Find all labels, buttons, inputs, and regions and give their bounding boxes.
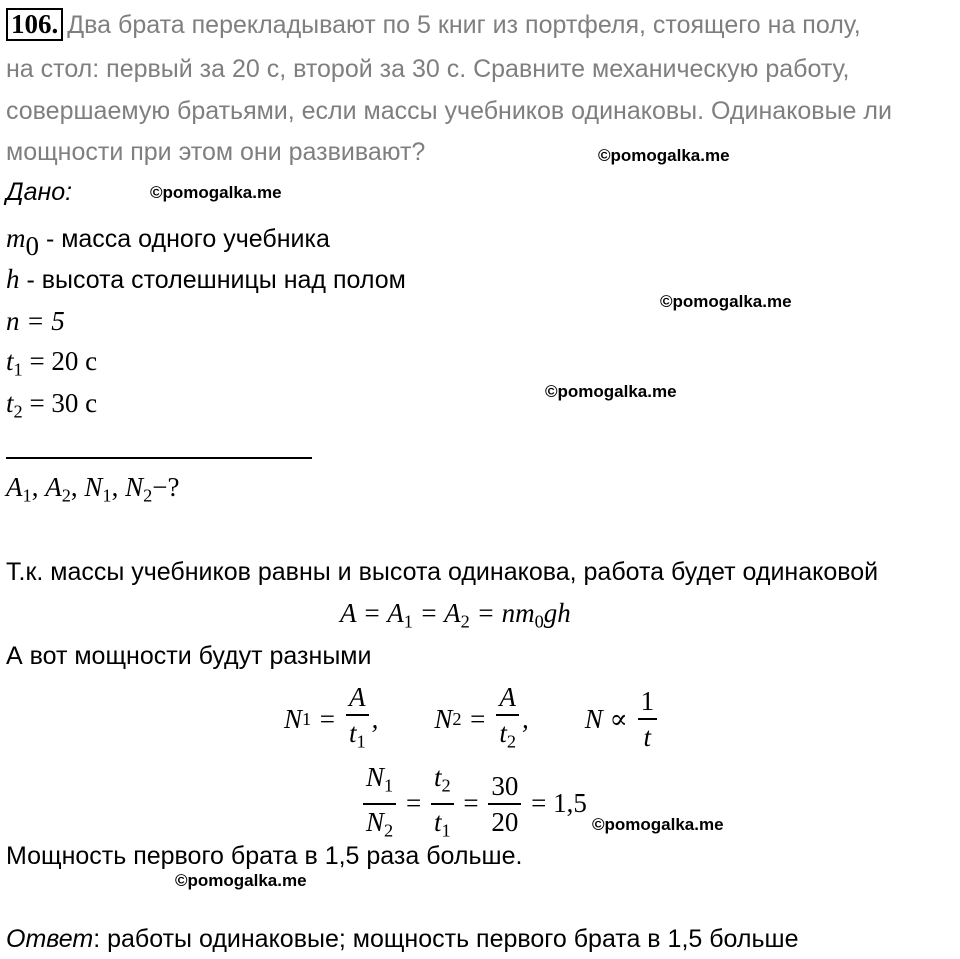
solution-text-3: Мощность первого брата в 1,5 раза больше. (6, 842, 523, 870)
frac-den: t (643, 722, 652, 753)
ratio-n: N (366, 806, 385, 837)
frac-den (363, 805, 396, 848)
given-t2 (6, 388, 97, 423)
given-h (6, 264, 406, 295)
n2-formula (434, 680, 528, 759)
eq-sub: 1 (403, 611, 413, 632)
answer-text: : работы одинаковые; мощность первого брата в 1,5 больше (93, 925, 799, 953)
frac-num: 30 (488, 769, 521, 805)
find-comma: , (111, 472, 126, 502)
eq-part: = A (412, 598, 461, 628)
power-formulas (284, 680, 660, 759)
find-a1: A (6, 472, 23, 502)
find-comma: , (31, 472, 46, 502)
find-sub: 1 (102, 485, 112, 506)
h-symbol: h (6, 264, 20, 294)
frac-num: A (346, 680, 369, 716)
fraction-a-t2 (496, 680, 519, 759)
frac-den: 20 (491, 806, 519, 837)
given-t1 (6, 346, 97, 381)
find-line (6, 472, 180, 507)
den-t: t (348, 718, 357, 748)
frac-num (431, 760, 454, 805)
separator: , (371, 703, 379, 734)
eq-sub: 2 (460, 611, 470, 632)
given-divider (6, 457, 312, 459)
t1-sub: 1 (13, 359, 23, 380)
eq-sign: = (456, 788, 486, 818)
frac-den (496, 716, 519, 759)
separator: , (522, 703, 529, 734)
task-number: 106. (6, 8, 63, 41)
eq-part: = nm (469, 598, 535, 628)
m0-sub: 0 (25, 231, 39, 262)
task-line-2: на стол: первый за 20 с, второй за 30 с. Сравните механическую работу, (6, 55, 850, 83)
ratio-n: N (366, 762, 385, 792)
frac-den (346, 716, 369, 759)
find-sub: 2 (143, 485, 153, 506)
m0-desc: - масса одного учебника (39, 225, 330, 253)
fraction-n1-n2 (363, 760, 396, 847)
n2-symbol: N (434, 703, 453, 734)
t2-symbol: t (6, 388, 14, 418)
ratio-sub: 2 (384, 820, 394, 840)
task-text-1: Два брата перекладывают по 5 книг из портфеля, стоящего на полу, (67, 11, 861, 39)
eq-sign: = (399, 788, 428, 818)
den-t: t (499, 718, 507, 748)
n2-sub: 2 (452, 708, 462, 729)
den-sub: 2 (506, 731, 517, 752)
eq-sign: = (461, 703, 494, 734)
ratio-t: t (433, 806, 442, 837)
fraction-1-t (638, 684, 658, 754)
solution-text-2: А вот мощности будут разными (6, 642, 372, 670)
answer-line (6, 925, 798, 954)
t1-value: = 20 с (22, 346, 98, 376)
n1-sub: 1 (302, 708, 312, 729)
given-n: n = 5 (6, 306, 65, 336)
prop-symbol: N ∝ (584, 703, 635, 734)
given-m0 (6, 223, 330, 262)
eq-sign: = (311, 703, 343, 734)
answer-label: Ответ (6, 925, 94, 953)
ratio-result: = 1,5 (524, 788, 587, 818)
h-desc: - высота столешницы над полом (19, 266, 406, 294)
n1-symbol: N (284, 703, 303, 734)
watermark: ©pomogalka.me (598, 146, 730, 165)
task-line-1 (6, 8, 861, 41)
ratio-sub: 2 (441, 775, 451, 796)
task-line-4: мощности при этом они развивают? (6, 138, 426, 166)
watermark: ©pomogalka.me (150, 183, 282, 202)
find-question: −? (152, 472, 180, 502)
solution-text-1: Т.к. массы учебников равны и высота одинакова, работа будет одинаковой (6, 558, 879, 586)
n1-formula (284, 680, 378, 759)
eq-part: A = A (340, 598, 404, 628)
find-n2: N (125, 472, 144, 502)
t2-sub: 2 (13, 401, 23, 422)
find-sub: 2 (61, 485, 71, 506)
t2-value: = 30 с (22, 388, 98, 418)
ratio-t: t (433, 762, 442, 792)
task-line-3: совершаемую братьями, если массы учебников одинаковы. Одинаковые ли (6, 97, 892, 125)
frac-num (363, 760, 396, 805)
eq-sub: 0 (534, 611, 544, 632)
ratio-sub: 1 (384, 775, 394, 796)
fraction-a-t1 (346, 680, 369, 759)
ratio-sub: 1 (441, 820, 451, 840)
watermark: ©pomogalka.me (175, 871, 307, 890)
t1-symbol: t (6, 346, 14, 376)
given-title: Дано: (6, 178, 73, 206)
m0-symbol: m (6, 223, 26, 253)
work-equation (340, 598, 571, 633)
frac-num: A (496, 680, 519, 716)
watermark: ©pomogalka.me (660, 292, 792, 311)
proportional-formula (585, 684, 660, 754)
frac-den (431, 805, 454, 848)
watermark: ©pomogalka.me (545, 382, 677, 401)
fraction-30-20 (488, 769, 521, 839)
find-sub: 1 (22, 485, 32, 506)
find-n1: N (84, 472, 103, 502)
ratio-formula (360, 760, 587, 847)
watermark: ©pomogalka.me (592, 815, 724, 834)
frac-num: 1 (638, 684, 658, 720)
find-comma: , (70, 472, 85, 502)
eq-part: gh (543, 598, 571, 628)
find-a2: A (45, 472, 62, 502)
fraction-t2-t1 (431, 760, 454, 847)
den-sub: 1 (356, 731, 366, 752)
